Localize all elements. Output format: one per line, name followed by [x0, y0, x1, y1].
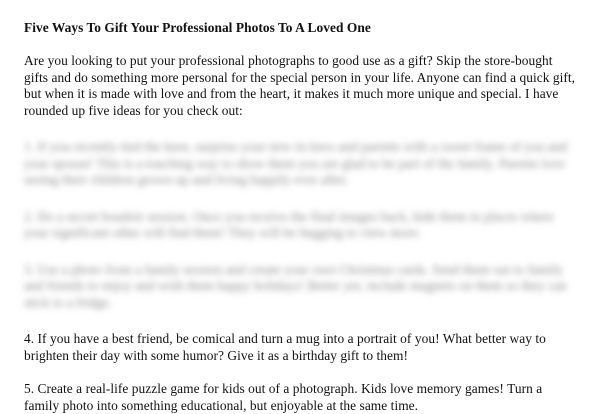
article-title: Five Ways To Gift Your Professional Photos To A Loved One: [24, 20, 371, 35]
idea-2-blurred: 2. Do a secret boudoir session. Once you receive the final images back, hide them in places where your significant other will find them! They will be begging to view more.: [24, 208, 554, 240]
idea-4: 4. If you have a best friend, be comical and turn a mug into a portrait of you! What better way to brighten their day with some humor? Give it as a birthday gift to them!: [24, 331, 546, 363]
intro-paragraph: Are you looking to put your professional photographs to good use as a gift? Skip the store-bought gifts and do something more personal for the special person in your life. Anyone can find a quick gift, but when it is made with love and from the heart, it makes it much more unique and special. I have rounded up five ideas for you check out:: [24, 53, 576, 118]
idea-5: 5. Create a real-life puzzle game for kids out of a photograph. Kids love memory games! Turn a family photo into something educational, but enjoyable at the same time.: [24, 381, 543, 413]
idea-3-blurred: 3. Use a photo from a family session and create your own Christmas cards. Send them out to family and friends to enjoy and wish them happy holidays! Better yet, include magnets on them so they can stick to a fridge.: [24, 261, 567, 310]
idea-1-blurred: 1. If you recently tied the knot, surprise your new in-laws and parents with a sweet frame of you and your spouse! This is a touching way to show them you are glad to be part of the family. Parents love seeing their children grown up and living happily ever after.: [24, 139, 568, 187]
